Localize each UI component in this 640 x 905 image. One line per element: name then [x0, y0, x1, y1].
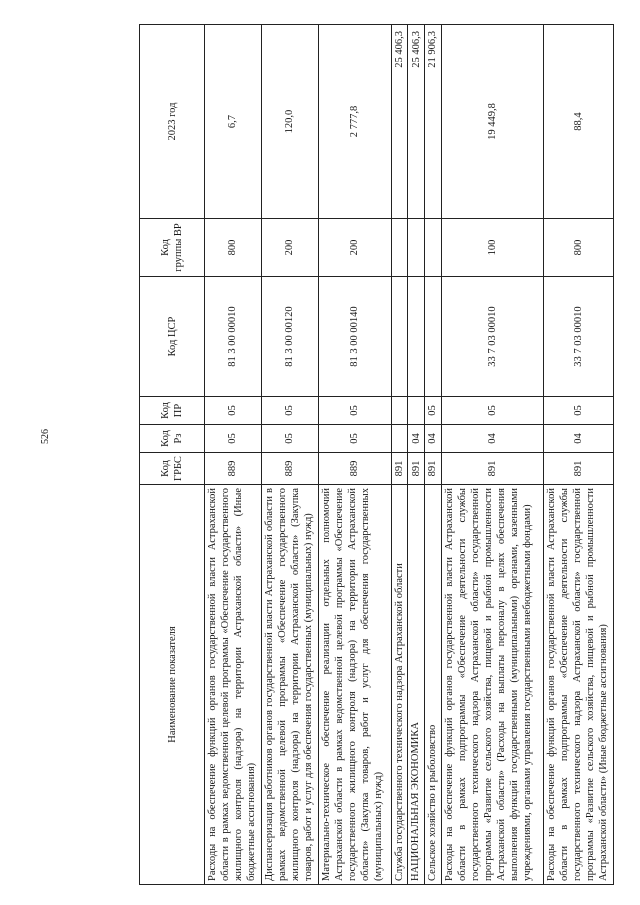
row-pr: 05: [261, 397, 318, 425]
row-grbs: 889: [318, 453, 391, 485]
row-grbs: 891: [424, 453, 441, 485]
row-rz: [391, 425, 408, 453]
row-rz: 05: [318, 425, 391, 453]
row-vr: [424, 219, 441, 277]
row-pr: [408, 397, 425, 425]
row-pr: 05: [424, 397, 441, 425]
row-name: Расходы на обеспечение функций органов государственной власти Астраханской области в рамках ведомственной целевой программы «Обеспечение государственного жилищного контроля (надзора) на территории Астраханской области» (Иные бюджетные ассигнования): [205, 485, 262, 885]
table-row: [408, 25, 425, 885]
table-header-row: [140, 25, 205, 885]
table-row: [205, 25, 262, 885]
row-csr: 81 3 00 00010: [205, 277, 262, 397]
row-vr: 200: [261, 219, 318, 277]
row-year: 6,7: [205, 25, 262, 219]
row-csr: 81 3 00 00120: [261, 277, 318, 397]
rotated-table-wrapper: [139, 25, 614, 885]
row-grbs: 891: [543, 453, 613, 485]
row-rz: 04: [543, 425, 613, 453]
header-vr: Код группы ВР: [140, 219, 205, 277]
row-year: 88,4: [543, 25, 613, 219]
row-csr: [408, 277, 425, 397]
row-name: Диспансеризация работников органов государственной власти Астраханской области в рамках ведомственной целевой программы «Обеспечение государственного жилищного контроля (надзора) на территории Астраханской области» (Закупка товаров, работ и услуг для обеспечения государственных (муниципальных) нужд): [261, 485, 318, 885]
row-pr: 05: [543, 397, 613, 425]
row-name: Расходы на обеспечение функций органов государственной власти Астраханской области в рамках подпрограммы «Обеспечение деятельности службы государственного технического надзора Астраханской области» государственной программы «Развитие сельского хозяйства, пищевой и рыбной промышленности Астраханской области» (Иные бюджетные ассигнования): [543, 485, 613, 885]
table-row: [424, 25, 441, 885]
header-grbs: Код ГРБС: [140, 453, 205, 485]
page-number: 526: [40, 429, 51, 444]
row-vr: [391, 219, 408, 277]
row-year: 25 406,3: [391, 25, 408, 219]
row-name: Расходы на обеспечение функций органов государственной власти Астраханской области в рамках подпрограммы «Обеспечение деятельности службы государственного технического надзора Астраханской области» государственной программы «Развитие сельского хозяйства, пищевой и рыбной промышленности Астраханской области» (Расходы на выплаты персоналу в целях обеспечения выполнения функций государственными (муниципальными) органами, казенными учреждениями, органами управления государственными внебюджетными фондами): [441, 485, 543, 885]
row-pr: [391, 397, 408, 425]
header-year: 2023 год: [140, 25, 205, 219]
row-name: Служба государственного технического надзора Астраханской области: [391, 485, 408, 885]
row-vr: 800: [205, 219, 262, 277]
row-vr: 200: [318, 219, 391, 277]
table-row: [543, 25, 613, 885]
table-row: [441, 25, 543, 885]
header-pr: Код ПР: [140, 397, 205, 425]
row-pr: 05: [441, 397, 543, 425]
row-vr: 800: [543, 219, 613, 277]
row-year: 19 449,8: [441, 25, 543, 219]
budget-table: [139, 24, 614, 885]
row-rz: 04: [441, 425, 543, 453]
row-csr: 33 7 03 00010: [441, 277, 543, 397]
row-grbs: 889: [205, 453, 262, 485]
row-pr: 05: [205, 397, 262, 425]
row-year: 120,0: [261, 25, 318, 219]
row-year: 25 406,3: [408, 25, 425, 219]
row-pr: 05: [318, 397, 391, 425]
header-rz: Код Рз: [140, 425, 205, 453]
row-csr: [391, 277, 408, 397]
row-rz: 05: [261, 425, 318, 453]
row-year: 2 777,8: [318, 25, 391, 219]
table-row: [261, 25, 318, 885]
row-vr: 100: [441, 219, 543, 277]
row-csr: 81 3 00 00140: [318, 277, 391, 397]
row-rz: 04: [424, 425, 441, 453]
row-grbs: 891: [391, 453, 408, 485]
table-row: [391, 25, 408, 885]
row-csr: [424, 277, 441, 397]
row-year: 21 906,3: [424, 25, 441, 219]
row-grbs: 891: [441, 453, 543, 485]
row-name: НАЦИОНАЛЬНАЯ ЭКОНОМИКА: [408, 485, 425, 885]
header-csr: Код ЦСР: [140, 277, 205, 397]
row-name: Сельское хозяйство и рыболовство: [424, 485, 441, 885]
row-rz: 05: [205, 425, 262, 453]
row-grbs: 889: [261, 453, 318, 485]
row-vr: [408, 219, 425, 277]
header-name: Наименование показателя: [140, 485, 205, 885]
row-grbs: 891: [408, 453, 425, 485]
table-row: [318, 25, 391, 885]
row-rz: 04: [408, 425, 425, 453]
row-csr: 33 7 03 00010: [543, 277, 613, 397]
row-name: Материально-техническое обеспечение реализации отдельных полномочий Астраханской области в рамках ведомственной целевой программы «Обеспечение государственного жилищного контроля (надзора) на территории Астраханской области» (Закупка товаров, работ и услуг для обеспечения государственных (муниципальных) нужд): [318, 485, 391, 885]
